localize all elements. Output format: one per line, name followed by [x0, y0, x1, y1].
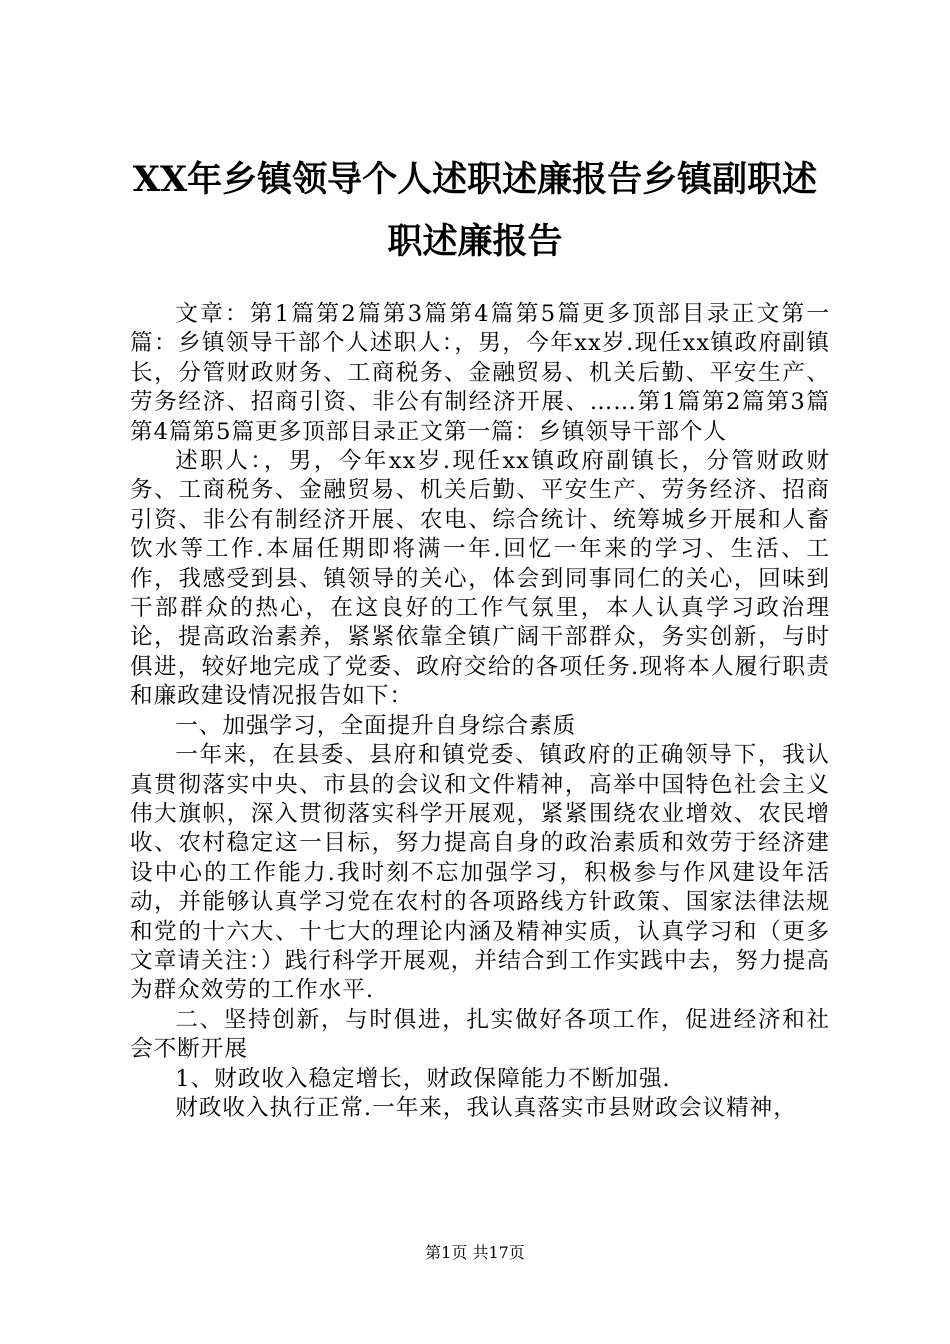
paragraph-section-1: 一年来，在县委、县府和镇党委、镇政府的正确领导下，我认真贯彻落实中央、市县的会议和文件精神，高举中国特色社会主义伟大旗帜，深入贯彻落实科学开展观，紧紧围绕农业增效、农民增收、农村稳定这一目标，努力提高自身的政治素质和效劳于经济建设中心的工作能力.我时刻不忘加强学习，积极参与作风建设年活动，并能够认真学习党在农村的各项路线方针政策、国家法律法规和党的十六大、十七大的理论内涵及精神实质，认真学习和（更多文章请关注：）践行科学开展观，并结合到工作实践中去，努力提高为群众效劳的工作水平. [130, 742, 830, 1004]
paragraph-abstract: 文章：第1篇第2篇第3篇第4篇第5篇更多顶部目录正文第一篇：乡镇领导干部个人述职人：，男，今年xx岁.现任xx镇政府副镇长，分管财政财务、工商税务、金融贸易、机关后勤、平安生产、劳务经济、招商引资、非公有制经济开展、……第1篇第2篇第3篇第4篇第5篇更多顶部目录正文第一篇：乡镇领导干部个人 [130, 301, 830, 445]
section-heading-1: 一、加强学习，全面提升自身综合素质 [175, 712, 577, 739]
document-body [130, 300, 830, 1123]
section-heading-2: 二、坚持创新，与时俱进，扎实做好各项工作，促进经济和社会不断开展 [130, 1006, 830, 1063]
page-footer: 第1页 共17页 [425, 1243, 525, 1262]
paragraph-intro: 述职人：，男，今年xx岁.现任xx镇政府副镇长，分管财政财务、工商税务、金融贸易、机关后勤、平安生产、劳务经济、招商引资、非公有制经济开展、农电、综合统计、统筹城乡开展和人畜饮水等工作.本届任期即将满一年.回忆一年来的学习、生活、工作，我感受到县、镇领导的关心，体会到同事同仁的关心，回味到干部群众的热心，在这良好的工作气氛里，本人认真学习政治理论，提高政治素养，紧紧依靠全镇广阔干部群众，务实创新，与时俱进，较好地完成了党委、政府交给的各项任务.现将本人履行职责和廉政建设情况报告如下： [130, 448, 830, 710]
subsection-heading-1: 1、财政收入稳定增长，财政保障能力不断加强. [175, 1065, 671, 1092]
paragraph-subsection-1: 财政收入执行正常.一年来，我认真落实市县财政会议精神， [175, 1094, 797, 1121]
document-title-line-2: 职述廉报告 [387, 221, 563, 262]
document-title-line-1: XX年乡镇领导个人述职述廉报告乡镇副职述 [132, 159, 818, 200]
